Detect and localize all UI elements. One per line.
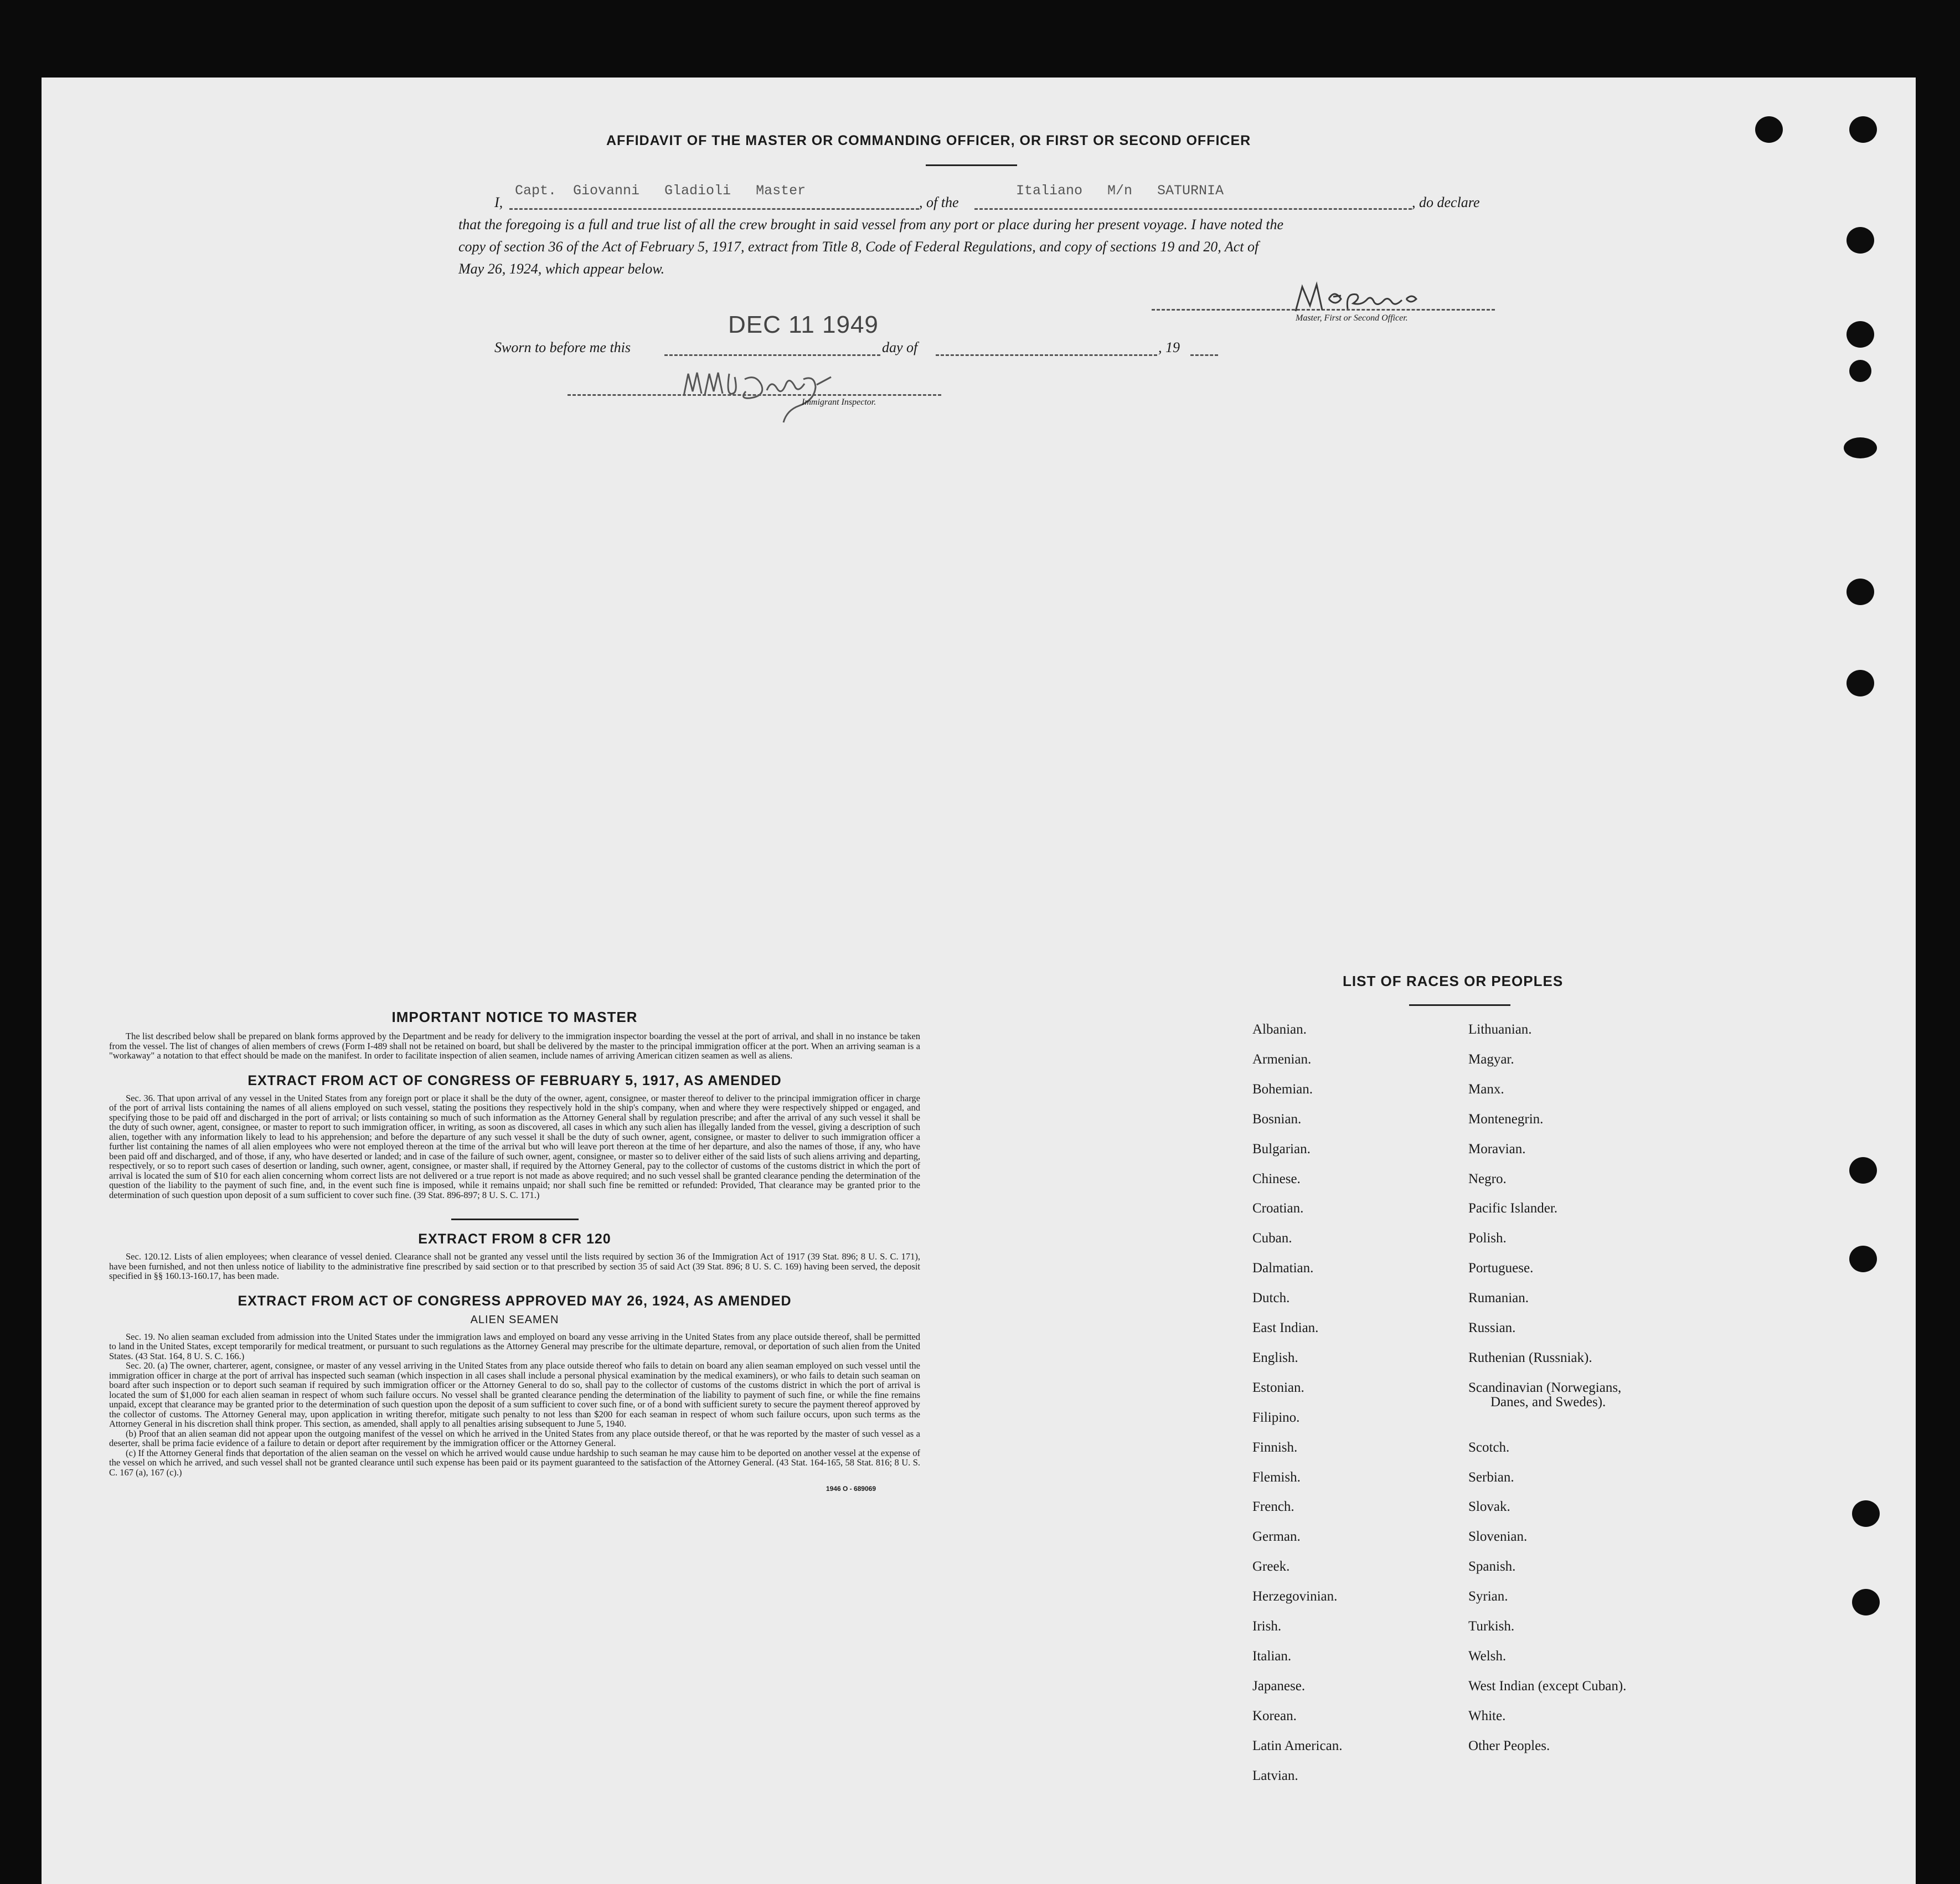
- race-item: Flemish.: [1252, 1469, 1301, 1485]
- race-item: Danes, and Swedes).: [1490, 1394, 1606, 1410]
- binder-hole: [1846, 321, 1874, 348]
- sec20c-paragraph: (c) If the Attorney General finds that deportation of the alien seaman on the vessel on which he arrived would cause undue hardship to such seaman he may cause him to be deported on another vessel at the expense of the vessel on which he arrived, and such vessel shall not be granted clearance until such expense has been paid or its payment guaranteed to the satisfaction of the Attorney General. (43 Stat. 164-165, 58 Stat. 816; 8 U. S. C. 167 (a), 167 (c).): [109, 1447, 920, 1478]
- document-page: [42, 78, 1916, 1884]
- affidavit-body-1: that the foregoing is a full and true list of all the crew brought in said vessel from any port or place during her present voyage. I have noted the: [458, 216, 1283, 233]
- race-item: Armenian.: [1252, 1051, 1312, 1067]
- print-code: 1946 O - 689069: [826, 1485, 876, 1493]
- race-item: Magyar.: [1468, 1051, 1514, 1067]
- binder-hole: [1852, 1589, 1880, 1615]
- binder-hole: [1846, 227, 1874, 254]
- race-item: Italian.: [1252, 1648, 1292, 1664]
- race-item: White.: [1468, 1708, 1506, 1723]
- day-of-label: day of: [882, 339, 918, 355]
- binder-hole: [1852, 1500, 1880, 1527]
- sworn-date-stamp: DEC 11 1949: [728, 311, 879, 338]
- race-item: English.: [1252, 1350, 1298, 1365]
- extract-1917-paragraph: Sec. 36. That upon arrival of any vessel in the United States from any foreign port or place it shall be the duty of the owner, agent, consignee, or master thereof to deliver to the principal immigration officer in charge of the port of arrival lists containing the names of all aliens employed on such vessel, stating the positions they respectively hold in the ship's company, when and where they were respectively shipped or engaged, and specifying those to be paid off and discharged in the port of arrival; or lists containing so much of such information as the Attorney General shall by regulation prescribe; and after the arrival of any such vessel it shall be the duty of such owner, agent, consignee, or master to report to such immigration officer, in writing, as soon as discovered, all cases in which any such alien has illegally landed from the vessel, giving a description of such alien, together with any information likely to lead to his apprehension; and before the departure of any such vessel it shall be the duty of such owner, agent, consignee, or master to deliver to such immigration officer a further list containing the names of all alien employees who were not employed thereon at the time of the arrival but who will leave port thereon at the time of her departure, and also the names of those, if any, who have been paid off and discharged, and of those, if any, who have deserted or landed; and in case of the failure of such owner, agent, consignee, or master so to deliver either of the said lists of such aliens arriving and departing, respectively, or so to report such cases of desertion or landing, such owner, agent, consignee, or master shall, if required by the Attorney General, pay to the collector of customs of the customs district in which the port of arrival is located the sum of $10 for each alien concerning whom correct lists are not delivered or a true report is not made as above required; and no such vessel shall be granted clearance pending the determination of the question of the liability to the payment of such fine, and, in the event such fine is imposed, while it remains unpaid; nor shall such fine be remitted or refunded: Provided, That clearance may be granted prior to the determination of such question upon deposit of a sum sufficient to cover such fine. (39 Stat. 896-897; 8 U. S. C. 171.): [109, 1092, 920, 1200]
- year-prefix: , 19: [1158, 339, 1180, 355]
- race-item: East Indian.: [1252, 1320, 1319, 1335]
- race-item: French.: [1252, 1499, 1294, 1515]
- extract-cfr-heading: EXTRACT FROM 8 CFR 120: [418, 1231, 611, 1247]
- alien-seamen-subheading: ALIEN SEAMEN: [470, 1313, 559, 1326]
- of-the-label: , of the: [919, 194, 959, 210]
- race-item: Syrian.: [1468, 1589, 1508, 1604]
- race-item: Dalmatian.: [1252, 1261, 1314, 1276]
- race-item: Latin American.: [1252, 1738, 1343, 1753]
- officer-name-typed: Capt. Giovanni Gladioli Master: [515, 183, 806, 199]
- race-item: Croatian.: [1252, 1201, 1304, 1216]
- race-item: Bosnian.: [1252, 1111, 1302, 1127]
- notice-paragraph: The list described below shall be prepared on blank forms approved by the Department and be ready for delivery to the immigration inspector boarding the vessel at the port of arrival, and shall in no instance be taken from the vessel. The list of changes of alien members of crews (Form I-489 shall not be retained on board, but shall be delivered by the master to the principal immigration officer at the port. When an arriving seaman is a "workaway" a notation to that effect should be made on the manifest. In order to facilitate inspection of alien seamen, include names of arriving American citizen seamen as well as aliens.: [109, 1031, 920, 1061]
- race-item: Scandinavian (Norwegians,: [1468, 1380, 1622, 1395]
- race-item: Dutch.: [1252, 1291, 1290, 1306]
- race-item: Welsh.: [1468, 1648, 1507, 1664]
- notice-text: [109, 1031, 920, 1061]
- race-item: Estonian.: [1252, 1380, 1304, 1395]
- sworn-year-line: [1190, 354, 1218, 356]
- affidavit-body-3: May 26, 1924, which appear below.: [458, 261, 665, 277]
- race-item: Negro.: [1468, 1171, 1507, 1186]
- sec20a-paragraph: Sec. 20. (a) The owner, charterer, agent, consignee, or master of any vessel arriving in the United States from any place outside thereof who fails to detain on board any alien seaman employed on such vessel until the immigration officer in charge at the port of arrival has inspected such seaman (which inspection in all cases shall include a personal physical examination by the medical examiners), or who fails to detain such seaman on board after such inspection or to deport such seaman if required by such immigration officer or the Attorney General to do so, shall pay to the collector of customs of the customs district in which the port of arrival is located the sum of $1,000 for each alien seaman in respect of whom such failure occurs. No vessel shall be granted clearance pending the determination of the liability to payment of such fine, or while the fine remains unpaid, except that clearance may be granted prior to the determination of such question upon the deposit of a sum sufficient to cover such fine, or of a bond with sufficient surety to secure the payment thereof approved by the collector of customs. The Attorney General may, upon application in writing therefor, mitigate such penalty to not less than $200 for each seaman in respect of whom such failure occurs, upon such terms as the Attorney General in his discretion shall think proper. This section, as amended, shall apply to all penalties arising subsequent to June 5, 1940.: [109, 1360, 920, 1429]
- race-item: Other Peoples.: [1468, 1738, 1550, 1753]
- race-item: Spanish.: [1468, 1559, 1516, 1575]
- binder-hole: [1849, 116, 1877, 143]
- extract-1924-heading: EXTRACT FROM ACT OF CONGRESS APPROVED MAY 26, 1924, AS AMENDED: [238, 1293, 792, 1309]
- binder-hole: [1849, 1157, 1877, 1184]
- race-item: Korean.: [1252, 1708, 1297, 1723]
- sworn-month-line: [936, 354, 1157, 356]
- affidavit-title: AFFIDAVIT OF THE MASTER OR COMMANDING OFFICER, OR FIRST OR SECOND OFFICER: [606, 133, 1251, 148]
- extract-1917-heading: EXTRACT FROM ACT OF CONGRESS OF FEBRUARY 5, 1917, AS AMENDED: [247, 1072, 782, 1088]
- officer-name-line: [509, 208, 919, 210]
- race-item: Slovenian.: [1468, 1529, 1528, 1545]
- races-heading: LIST OF RACES OR PEOPLES: [1343, 973, 1564, 989]
- sec20b-paragraph: (b) Proof that an alien seaman did not appear upon the outgoing manifest of the vessel on which he arrived in the United States from any place outside thereof, or that he was reported by the master of such vessel as a deserter, shall be prima facie evidence of a failure to detain or deport after requirement by the immigration officer or the Attorney General.: [109, 1428, 920, 1448]
- vessel-line: [974, 208, 1412, 210]
- race-item: Cuban.: [1252, 1231, 1292, 1246]
- inspector-caption: Immigrant Inspector.: [802, 398, 876, 407]
- race-item: Bulgarian.: [1252, 1141, 1311, 1157]
- binder-hole: [1755, 116, 1783, 143]
- binder-hole: [1844, 437, 1877, 458]
- binder-hole: [1849, 1246, 1877, 1272]
- race-item: Turkish.: [1468, 1619, 1515, 1634]
- race-item: West Indian (except Cuban).: [1468, 1678, 1627, 1694]
- race-item: Filipino.: [1252, 1410, 1300, 1425]
- race-item: Finnish.: [1252, 1439, 1298, 1455]
- binder-hole: [1846, 579, 1874, 605]
- sec19-paragraph: Sec. 19. No alien seaman excluded from admission into the United States under the immigration laws and employed on board any vesse arriving in the United States from any place outside thereof, shall be permitted to land in the United States, except temporarily for medical treatment, or pursuant to such regulations as the Attorney General may prescribe for the ultimate departure, removal, or deportation of such alien from the United States. (43 Stat. 164, 8 U. S. C. 166.): [109, 1331, 920, 1361]
- race-item: Portuguese.: [1468, 1261, 1534, 1276]
- extract-1917-text: [109, 1093, 920, 1200]
- race-item: Moravian.: [1468, 1141, 1526, 1157]
- do-declare-label: , do declare: [1412, 194, 1480, 210]
- race-item: Ruthenian (Russniak).: [1468, 1350, 1592, 1365]
- race-item: Scotch.: [1468, 1439, 1510, 1455]
- sworn-prefix: Sworn to before me this: [494, 339, 631, 355]
- race-item: Slovak.: [1468, 1499, 1510, 1515]
- race-item: Irish.: [1252, 1619, 1282, 1634]
- race-item: Russian.: [1468, 1320, 1516, 1335]
- race-item: Latvian.: [1252, 1768, 1298, 1783]
- race-item: Japanese.: [1252, 1678, 1306, 1694]
- notice-section: [109, 1009, 920, 1493]
- extract-cfr-text: [109, 1252, 920, 1281]
- race-item: Serbian.: [1468, 1469, 1514, 1485]
- races-rule: [1409, 1004, 1510, 1006]
- race-item: Polish.: [1468, 1231, 1507, 1246]
- binder-hole: [1849, 360, 1871, 382]
- race-item: Manx.: [1468, 1081, 1504, 1097]
- race-item: Pacific Islander.: [1468, 1201, 1558, 1216]
- affidavit-lead: I,: [494, 194, 503, 210]
- affidavit-body-2: copy of section 36 of the Act of February 5, 1917, extract from Title 8, Code of Federal Regulations, and copy of sections 19 and 20, Act of: [458, 239, 1259, 255]
- binder-hole: [1846, 670, 1874, 696]
- vessel-typed: Italiano M/n SATURNIA: [1016, 183, 1224, 199]
- extract-cfr-paragraph: Sec. 120.12. Lists of alien employees; when clearance of vessel denied. Clearance shall not be granted any vessel until the lists required by section 36 of the Immigration Act of 1917 (39 Stat. 896; 8 U. S. C. 171), have been furnished, and not then unless notice of liability to the administrative fine prescribed by said section or to that prescribed by section 35 of said Act (39 Stat. 896; 8 U. S. C. 169) having been served, the deposit specified in §§ 160.13-160.17, has been made.: [109, 1251, 920, 1281]
- notice-heading: IMPORTANT NOTICE TO MASTER: [391, 1009, 638, 1025]
- extract-1924-text: [109, 1332, 920, 1478]
- sworn-day-line: [664, 354, 880, 356]
- race-item: Greek.: [1252, 1559, 1290, 1575]
- race-item: Montenegrin.: [1468, 1111, 1544, 1127]
- race-item: Herzegovinian.: [1252, 1589, 1338, 1604]
- race-item: Rumanian.: [1468, 1291, 1529, 1306]
- title-rule: [926, 164, 1017, 166]
- race-item: Bohemian.: [1252, 1081, 1313, 1097]
- inspector-signature: [678, 363, 861, 429]
- race-item: German.: [1252, 1529, 1301, 1545]
- race-item: Chinese.: [1252, 1171, 1301, 1186]
- section-rule: [451, 1219, 579, 1220]
- race-item: Albanian.: [1252, 1022, 1307, 1037]
- race-item: Lithuanian.: [1468, 1022, 1532, 1037]
- master-caption: Master, First or Second Officer.: [1296, 313, 1408, 323]
